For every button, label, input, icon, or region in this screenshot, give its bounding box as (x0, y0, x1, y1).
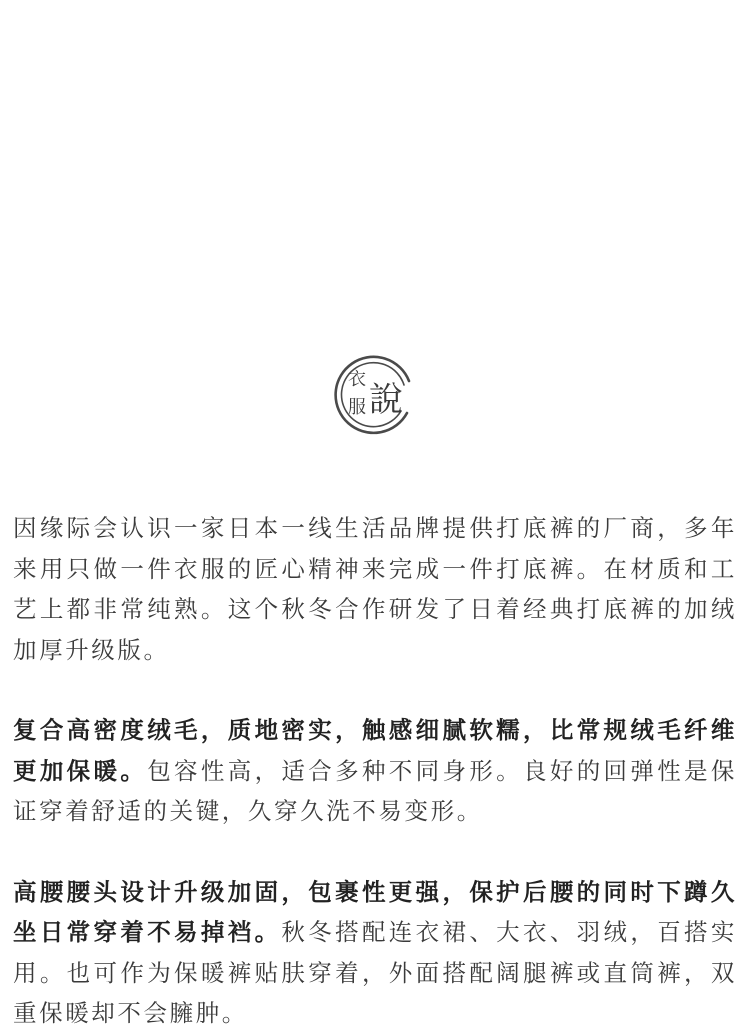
paragraph-text: 包容性高，适合多种不同身形。良好的回弹性是保证穿着舒适的关键，久穿久洗不易变形。 (13, 756, 738, 825)
paragraph-bold: 复合高密度绒毛，质地密实，触感细腻软糯，比常规绒毛纤维更加保暖。 (13, 716, 737, 785)
paragraph-material (13, 710, 737, 832)
paragraph-bold: 高腰腰头设计升级加固，包裹性更强，保护后腰的同时下蹲久坐日常穿着不易掉裆。 (13, 877, 737, 946)
svg-text:服: 服 (348, 397, 366, 418)
brand-logo-icon (333, 351, 419, 437)
article-body (13, 508, 737, 1034)
svg-text:衣: 衣 (348, 369, 366, 390)
brand-logo (333, 351, 419, 437)
paragraph-text: 因缘际会认识一家日本一线生活品牌提供打底裤的厂商，多年来用只做一件衣服的匠心精神来完成一件打底裤。在材质和工艺上都非常纯熟。这个秋冬合作研发了日着经典打底裤的加绒加厚升级版。 (13, 514, 737, 664)
paragraph-text: 秋冬搭配连衣裙、大衣、羽绒，百搭实用。也可作为保暖裤贴肤穿着，外面搭配阔腿裤或直筒裤，双重保暖却不会臃肿。 (13, 918, 737, 1027)
paragraph-waist (13, 872, 737, 1034)
svg-text:說: 說 (369, 380, 403, 420)
paragraph-intro (13, 508, 737, 670)
